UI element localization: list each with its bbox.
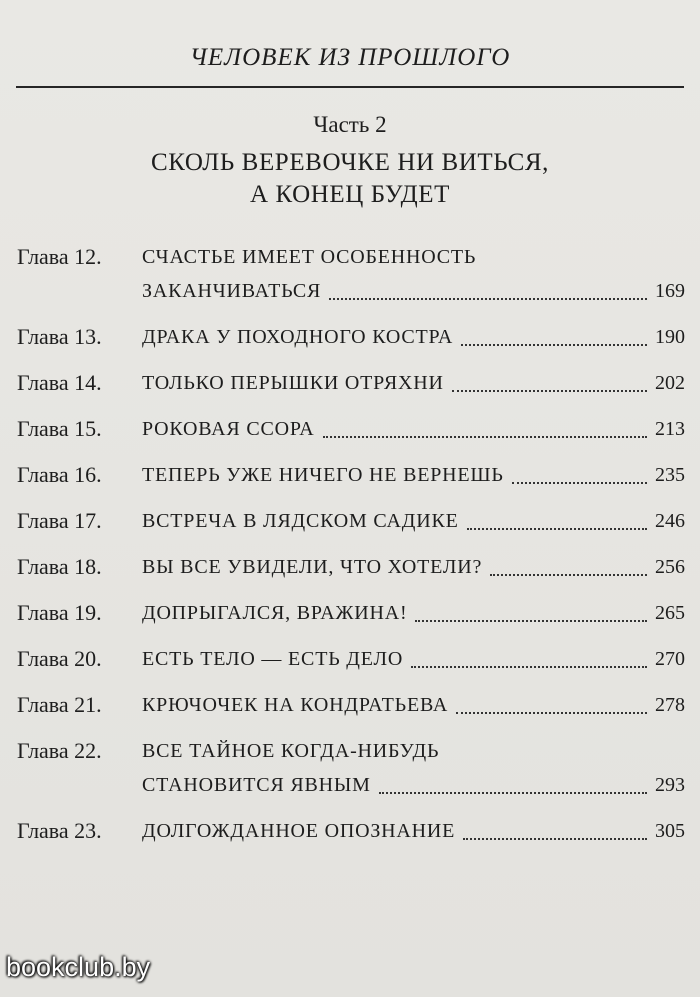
page-number: 202 bbox=[655, 372, 685, 394]
chapter-title: ВСЕ ТАЙНОЕ КОГДА-НИБУДЬ bbox=[142, 740, 440, 762]
chapter-title-block bbox=[142, 596, 685, 630]
chapter-title-block bbox=[142, 240, 685, 308]
chapter-title-line bbox=[142, 734, 685, 768]
chapter-title-line bbox=[142, 642, 685, 676]
part-title bbox=[0, 147, 700, 211]
dot-leader bbox=[323, 436, 648, 438]
chapter-title-block bbox=[142, 550, 685, 584]
chapter-title-line bbox=[142, 240, 685, 274]
toc-entry bbox=[17, 642, 685, 676]
chapter-title: ДОПРЫГАЛСЯ, ВРАЖИНА! bbox=[142, 602, 408, 624]
chapter-title: РОКОВАЯ ССОРА bbox=[142, 418, 315, 440]
toc-entry bbox=[17, 458, 685, 492]
chapter-title-block bbox=[142, 320, 685, 354]
chapter-number: Глава 20. bbox=[17, 646, 102, 671]
dot-leader bbox=[329, 298, 647, 300]
chapter-number: Глава 19. bbox=[17, 600, 102, 625]
chapter-number: Глава 14. bbox=[17, 370, 102, 395]
chapter-title: СТАНОВИТСЯ ЯВНЫМ bbox=[142, 774, 371, 796]
chapter-number: Глава 13. bbox=[17, 324, 102, 349]
page-number: 235 bbox=[655, 464, 685, 486]
page-number: 246 bbox=[655, 510, 685, 532]
chapter-title-line bbox=[142, 596, 685, 630]
part-title-line-1: СКОЛЬ ВЕРЕВОЧКЕ НИ ВИТЬСЯ, bbox=[150, 149, 550, 176]
watermark: bookclub.by bbox=[6, 952, 151, 982]
dot-leader bbox=[467, 528, 647, 530]
chapter-title-block bbox=[142, 814, 685, 848]
chapter-title-line bbox=[142, 458, 685, 492]
chapter-title: ВЫ ВСЕ УВИДЕЛИ, ЧТО ХОТЕЛИ? bbox=[142, 556, 483, 578]
page-number: 190 bbox=[655, 326, 685, 348]
chapter-title-line bbox=[142, 366, 685, 400]
toc-entry bbox=[17, 412, 685, 446]
page-number: 265 bbox=[655, 602, 685, 624]
chapter-number: Глава 15. bbox=[17, 416, 102, 441]
chapter-title-line bbox=[142, 688, 685, 722]
chapter-title: ТЕПЕРЬ УЖЕ НИЧЕГО НЕ ВЕРНЕШЬ bbox=[142, 464, 504, 486]
page-number: 270 bbox=[655, 648, 685, 670]
chapter-title-block bbox=[142, 688, 685, 722]
dot-leader bbox=[456, 712, 647, 714]
dot-leader bbox=[463, 838, 647, 840]
chapter-title-line bbox=[142, 550, 685, 584]
dot-leader bbox=[379, 792, 647, 794]
chapter-title-block bbox=[142, 366, 685, 400]
chapter-title: ЗАКАНЧИВАТЬСЯ bbox=[142, 280, 322, 302]
toc-entry bbox=[17, 596, 685, 630]
chapter-title: ТОЛЬКО ПЕРЫШКИ ОТРЯХНИ bbox=[142, 372, 444, 394]
chapter-title-block bbox=[142, 504, 685, 538]
dot-leader bbox=[452, 390, 647, 392]
toc-entry bbox=[17, 550, 685, 584]
page-number: 293 bbox=[655, 774, 685, 796]
chapter-title-line bbox=[142, 768, 685, 802]
chapter-title-block bbox=[142, 412, 685, 446]
chapter-number: Глава 16. bbox=[17, 462, 102, 487]
chapter-title-line bbox=[142, 814, 685, 848]
header-rule bbox=[16, 86, 684, 88]
chapter-title-block bbox=[142, 642, 685, 676]
chapter-title-line bbox=[142, 320, 685, 354]
part-label: Часть 2 bbox=[313, 112, 387, 137]
chapter-title-line bbox=[142, 274, 685, 308]
toc-entry bbox=[17, 814, 685, 848]
page-number: 213 bbox=[655, 418, 685, 440]
page-number: 305 bbox=[655, 820, 685, 842]
chapter-title-line bbox=[142, 504, 685, 538]
chapter-title: ВСТРЕЧА В ЛЯДСКОМ САДИКЕ bbox=[142, 510, 459, 532]
chapter-title: ЕСТЬ ТЕЛО — ЕСТЬ ДЕЛО bbox=[142, 648, 404, 670]
toc-entry bbox=[17, 734, 685, 802]
toc-entry bbox=[17, 688, 685, 722]
running-head: ЧЕЛОВЕК ИЗ ПРОШЛОГО bbox=[189, 44, 511, 71]
chapter-title: СЧАСТЬЕ ИМЕЕТ ОСОБЕННОСТЬ bbox=[142, 246, 477, 268]
toc-entry bbox=[17, 504, 685, 538]
dot-leader bbox=[512, 482, 647, 484]
chapter-number: Глава 12. bbox=[17, 244, 102, 269]
dot-leader bbox=[415, 620, 647, 622]
chapter-number: Глава 18. bbox=[17, 554, 102, 579]
chapter-title: КРЮЧОЧЕК НА КОНДРАТЬЕВА bbox=[142, 694, 449, 716]
chapter-title-block bbox=[142, 458, 685, 492]
chapter-number: Глава 21. bbox=[17, 692, 102, 717]
chapter-title-line bbox=[142, 412, 685, 446]
dot-leader bbox=[490, 574, 647, 576]
chapter-title-block bbox=[142, 734, 685, 802]
chapter-title: ДРАКА У ПОХОДНОГО КОСТРА bbox=[142, 326, 454, 348]
dot-leader bbox=[461, 344, 647, 346]
page-number: 256 bbox=[655, 556, 685, 578]
chapter-number: Глава 22. bbox=[17, 738, 102, 763]
dot-leader bbox=[411, 666, 647, 668]
toc-entry bbox=[17, 320, 685, 354]
table-of-contents bbox=[17, 240, 685, 860]
page-number: 278 bbox=[655, 694, 685, 716]
chapter-title: ДОЛГОЖДАННОЕ ОПОЗНАНИЕ bbox=[142, 820, 456, 842]
page-number: 169 bbox=[655, 280, 685, 302]
chapter-number: Глава 17. bbox=[17, 508, 102, 533]
chapter-number: Глава 23. bbox=[17, 818, 102, 843]
part-title-line-2: А КОНЕЦ БУДЕТ bbox=[249, 181, 451, 208]
toc-entry bbox=[17, 240, 685, 308]
toc-entry bbox=[17, 366, 685, 400]
